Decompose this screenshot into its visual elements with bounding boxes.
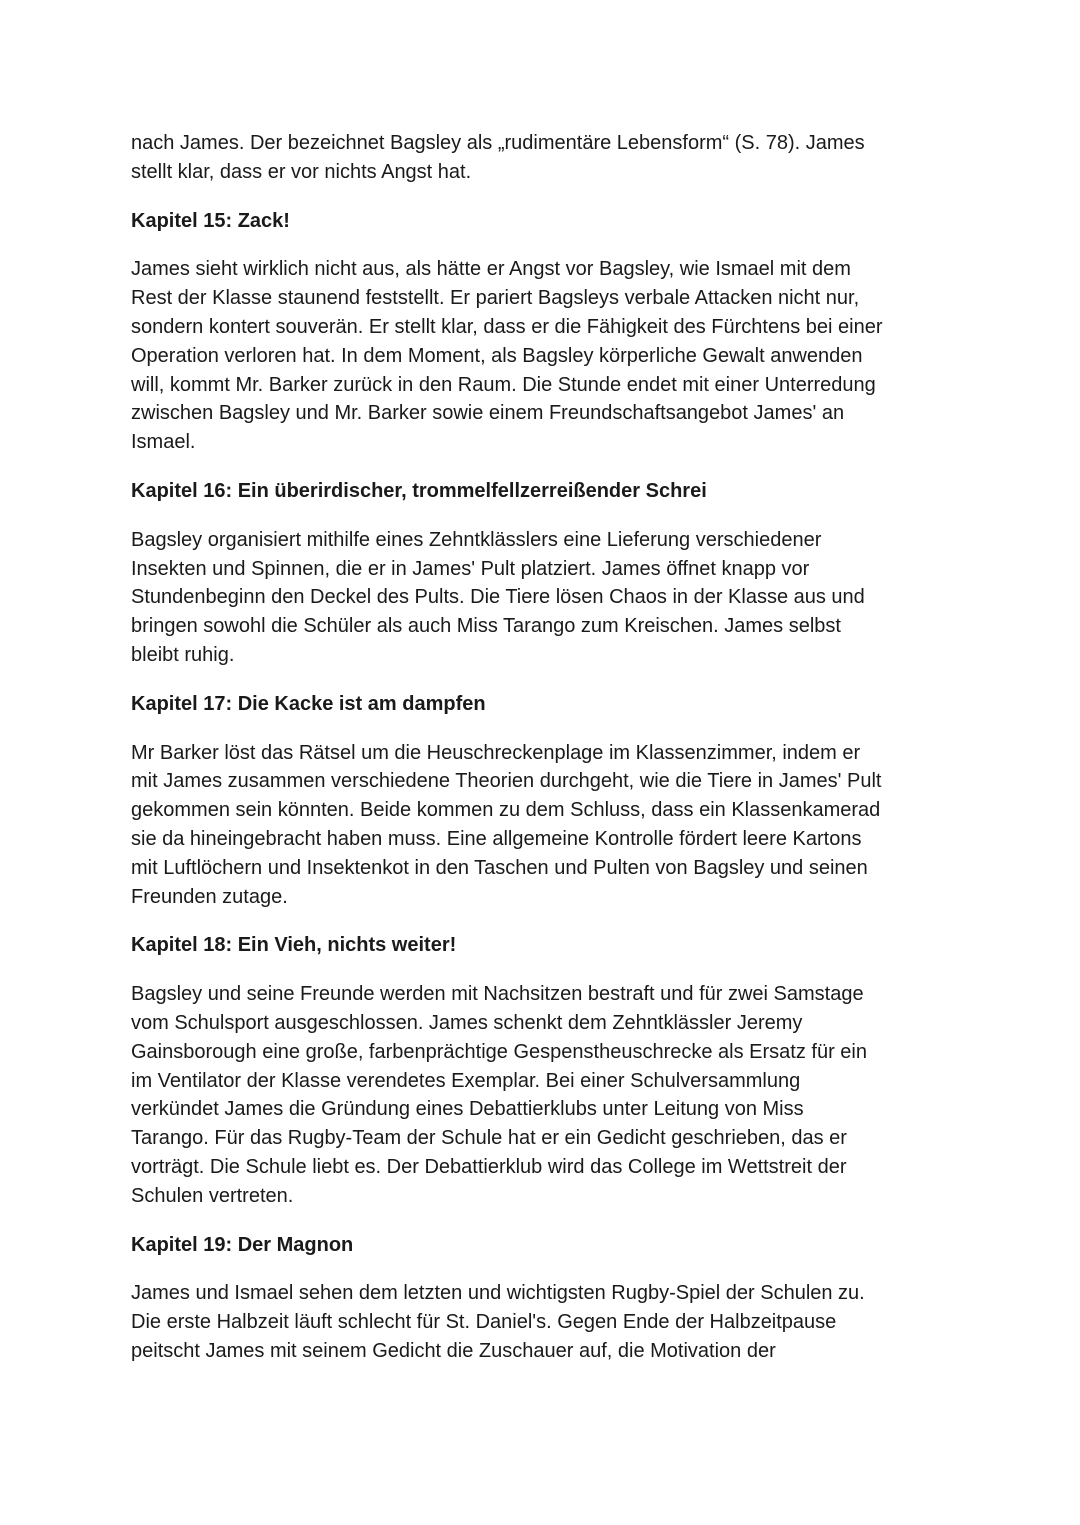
text-line: zwischen Bagsley und Mr. Barker sowie einem Freundschaftsangebot James' an [131, 402, 845, 425]
text-line: Mr Barker löst das Rätsel um die Heuschreckenplage im Klassenzimmer, indem er [131, 741, 861, 764]
text-line: Rest der Klasse staunend feststellt. Er pariert Bagsleys verbale Attacken nicht nur, [131, 287, 860, 310]
text-line: Bagsley und seine Freunde werden mit Nachsitzen bestraft und für zwei Samstage [131, 983, 864, 1006]
text-line: mit Luftlöchern und Insektenkot in den Taschen und Pulten von Bagsley und seinen [131, 856, 868, 879]
text-line: will, kommt Mr. Barker zurück in den Raum. Die Stunde endet mit einer Unterredung [131, 373, 876, 396]
text-line: Ismael. [131, 431, 196, 454]
text-line: mit James zusammen verschiedene Theorien durchgeht, wie die Tiere in James' Pult [131, 770, 882, 793]
text-line: bringen sowohl die Schüler als auch Miss Tarango zum Kreischen. James selbst [131, 615, 841, 638]
text-line: peitscht James mit seinem Gedicht die Zuschauer auf, die Motivation der [131, 1339, 776, 1362]
text-line: Tarango. Für das Rugby-Team der Schule hat er ein Gedicht geschrieben, das er [131, 1127, 847, 1150]
text-line: Schulen vertreten. [131, 1184, 294, 1207]
chapter-19-paragraph [131, 1279, 961, 1365]
text-line: nach James. Der bezeichnet Bagsley als „rudimentäre Lebensform“ (S. 78). James [131, 132, 865, 154]
text-line: Die erste Halbzeit läuft schlecht für St. Daniel's. Gegen Ende der Halbzeitpause [131, 1311, 837, 1334]
chapter-18-heading: Kapitel 18: Ein Vieh, nichts weiter! [131, 934, 457, 957]
intro-paragraph [131, 129, 961, 187]
text-line: bleibt ruhig. [131, 643, 235, 666]
chapter-16-paragraph [131, 526, 961, 670]
text-line: Operation verloren hat. In dem Moment, als Bagsley körperliche Gewalt anwenden [131, 344, 863, 367]
text-line: vom Schulsport ausgeschlossen. James schenkt dem Zehntklässler Jeremy [131, 1011, 803, 1034]
text-line: im Ventilator der Klasse verendetes Exemplar. Bei einer Schulversammlung [131, 1069, 801, 1092]
text-line: verkündet James die Gründung eines Debattierklubs unter Leitung von Miss [131, 1098, 804, 1121]
chapter-16-heading: Kapitel 16: Ein überirdischer, trommelfellzerreißender Schrei [131, 479, 707, 502]
text-line: James sieht wirklich nicht aus, als hätte er Angst vor Bagsley, wie Ismael mit dem [131, 258, 851, 281]
chapter-15-paragraph [131, 255, 961, 457]
chapter-17-paragraph [131, 739, 961, 912]
chapter-17-heading: Kapitel 17: Die Kacke ist am dampfen [131, 692, 486, 715]
text-line: sondern kontert souverän. Er stellt klar, dass er die Fähigkeit des Fürchtens bei einer [131, 315, 883, 338]
text-line: Stundenbeginn den Deckel des Pults. Die Tiere lösen Chaos in der Klasse aus und [131, 586, 865, 609]
document-page [131, 129, 961, 1386]
chapter-19-heading: Kapitel 19: Der Magnon [131, 1233, 354, 1256]
text-line: gekommen sein könnten. Beide kommen zu dem Schluss, dass ein Klassenkamerad [131, 799, 881, 822]
text-line: Gainsborough eine große, farbenprächtige Gespenstheuschrecke als Ersatz für ein [131, 1040, 867, 1063]
text-line: James und Ismael sehen dem letzten und wichtigsten Rugby-Spiel der Schulen zu. [131, 1282, 865, 1305]
chapter-18-paragraph [131, 980, 961, 1210]
text-line: stellt klar, dass er vor nichts Angst hat. [131, 160, 472, 183]
chapter-15-heading: Kapitel 15: Zack! [131, 209, 290, 232]
text-line: sie da hineingebracht haben muss. Eine allgemeine Kontrolle fördert leere Kartons [131, 827, 862, 850]
text-line: Freunden zutage. [131, 885, 288, 908]
text-line: vorträgt. Die Schule liebt es. Der Debattierklub wird das College im Wettstreit der [131, 1155, 847, 1178]
text-line: Bagsley organisiert mithilfe eines Zehntklässlers eine Lieferung verschiedener [131, 528, 822, 551]
text-line: Insekten und Spinnen, die er in James' Pult platziert. James öffnet knapp vor [131, 557, 810, 580]
